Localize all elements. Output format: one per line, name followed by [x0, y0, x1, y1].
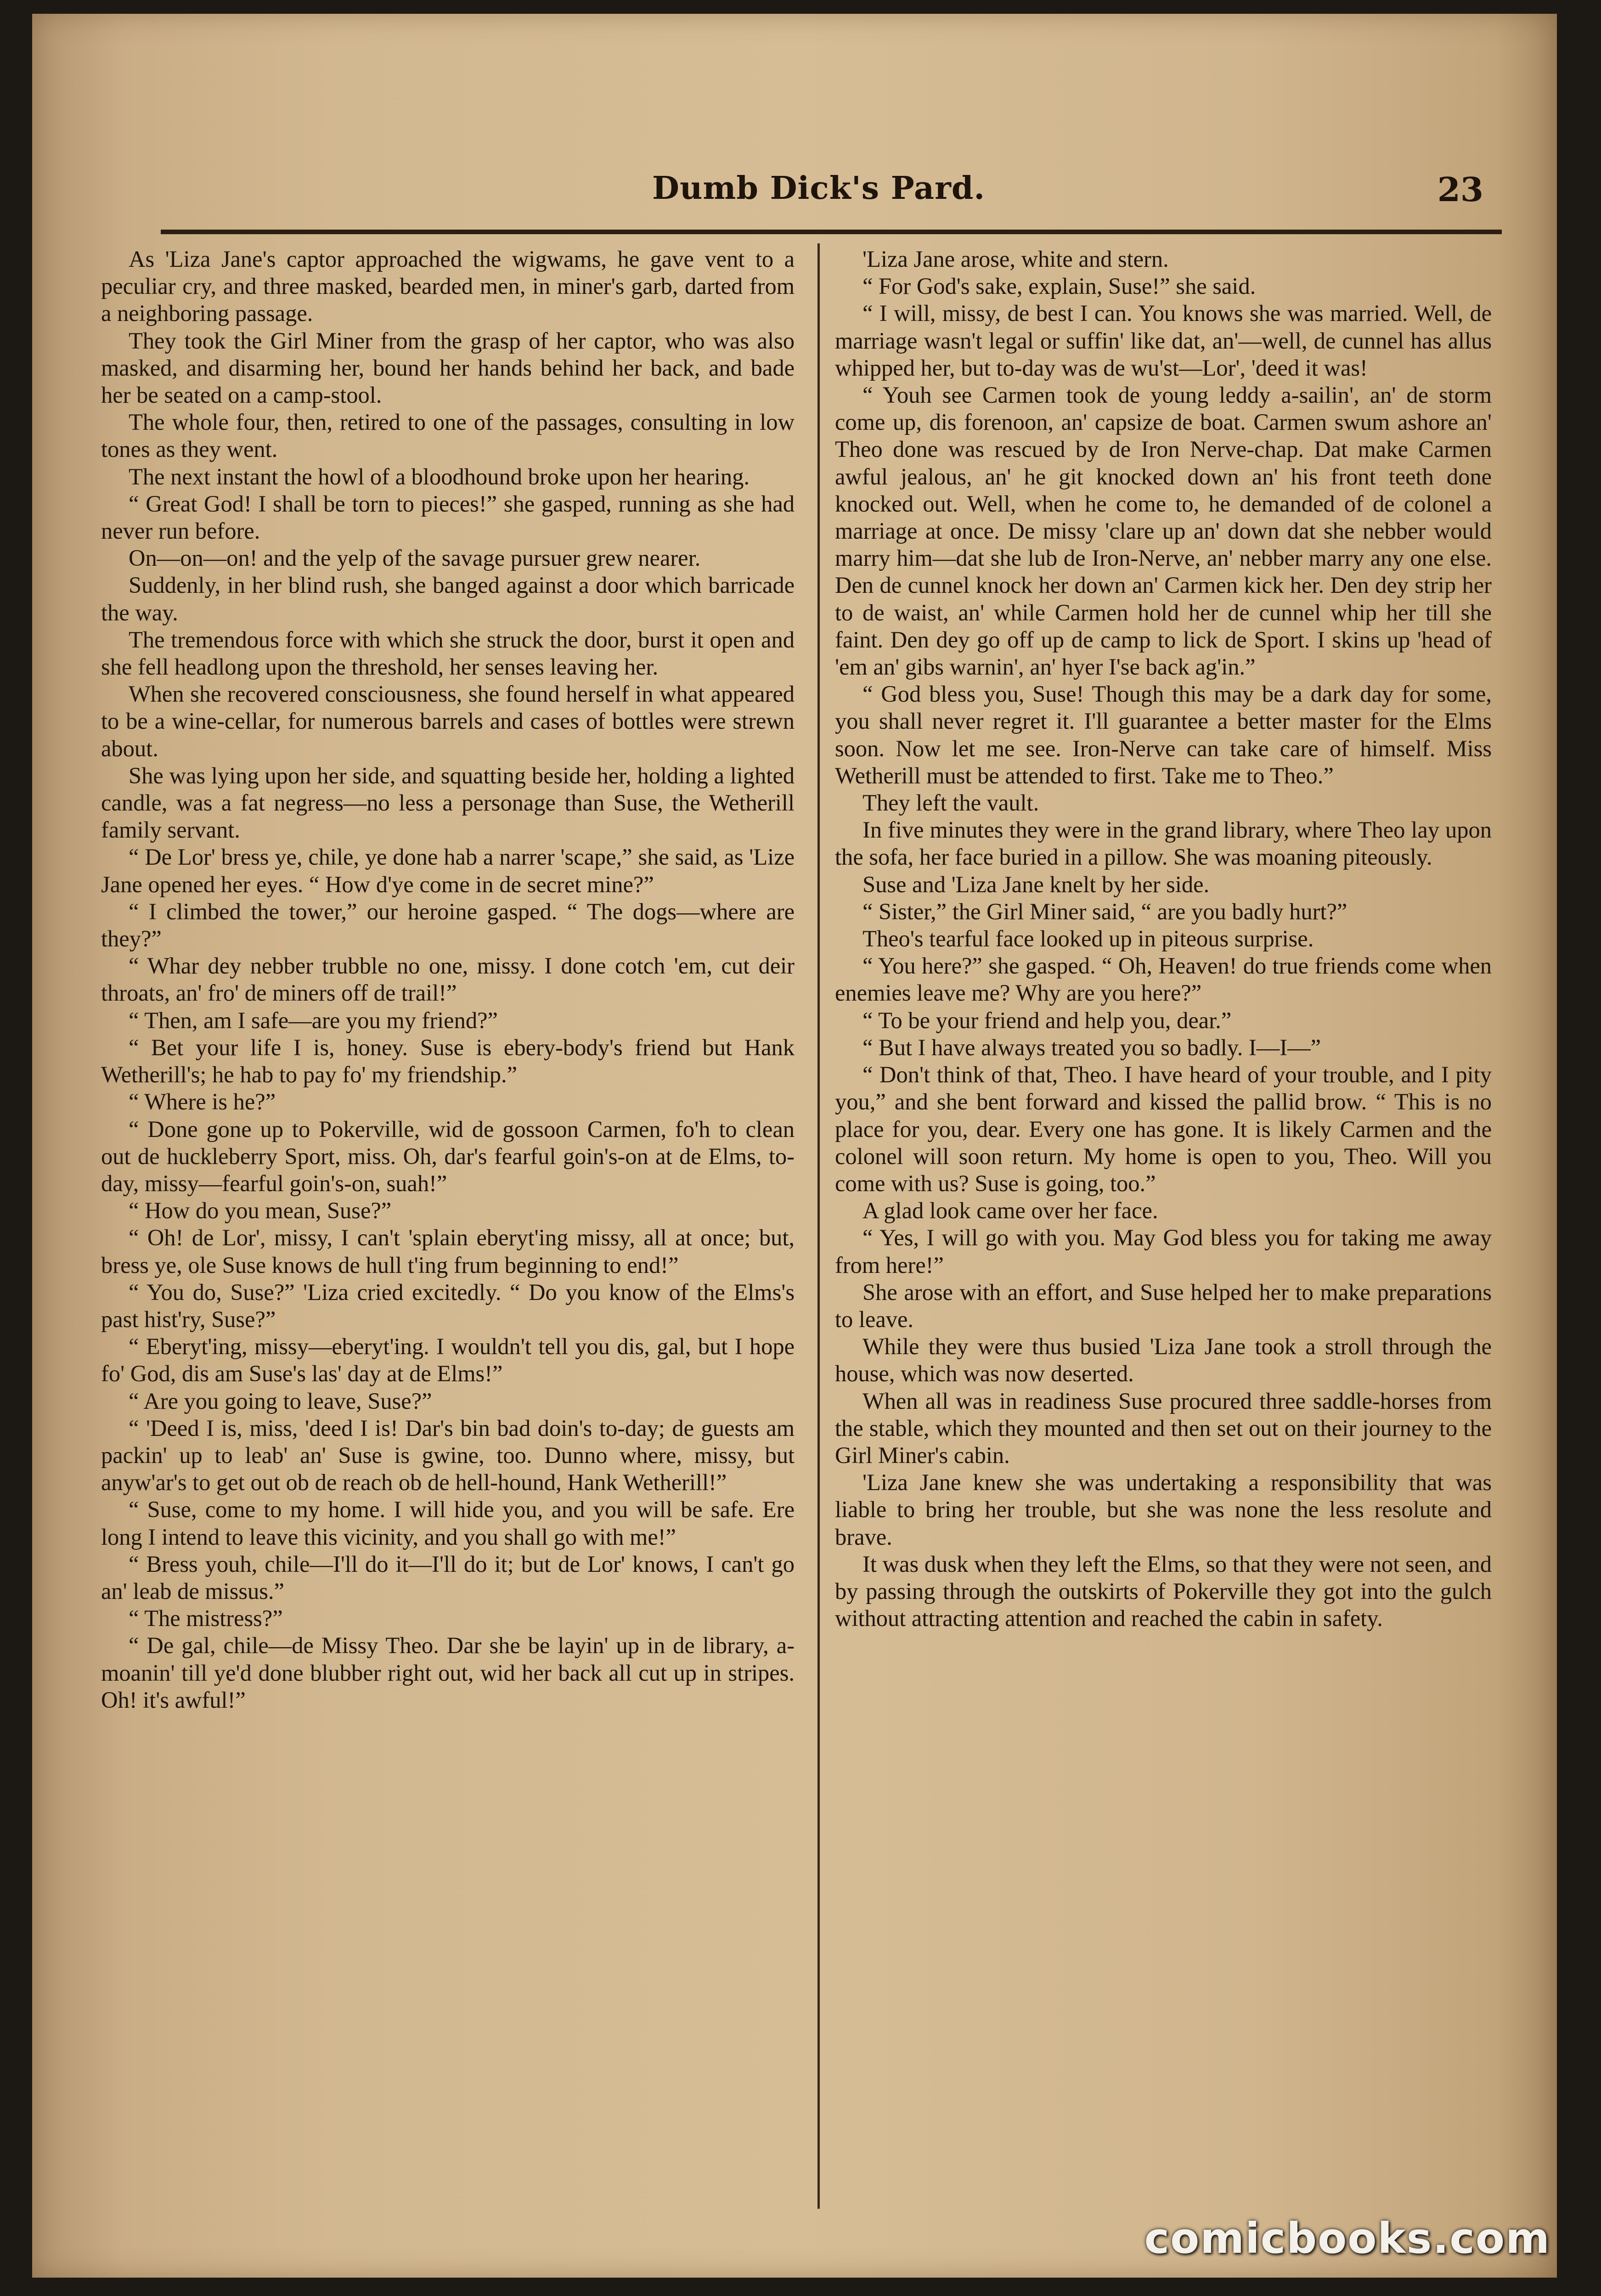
paragraph: “ You here?” she gasped. “ Oh, Heaven! do true friends come when enemies leave me? Why are you here?”: [835, 953, 1492, 1006]
paragraph: “ Yes, I will go with you. May God bless you for taking me away from here!”: [835, 1225, 1492, 1278]
left-column: [101, 246, 795, 1714]
paragraph: “ Bet your life I is, honey. Suse is ebery-body's friend but Hank Wetherill's; he hab to pay fo' my friendship.”: [101, 1034, 795, 1088]
paragraph: The whole four, then, retired to one of the passages, consulting in low tones as they went.: [101, 409, 795, 462]
running-title: Dumb Dick's Pard.: [652, 170, 986, 207]
paragraph: “ Then, am I safe—are you my friend?”: [129, 1007, 498, 1033]
paragraph: “ 'Deed I is, miss, 'deed I is! Dar's bin bad doin's to-day; de guests am packin' up to leab' an' Suse is gwine, too. Dunno where, missy, but anyw'ar's to get out ob de reach ob de hell-hound, Hank Wetherill!”: [101, 1415, 795, 1496]
paragraph: “ I climbed the tower,” our heroine gasped. “ The dogs—where are they?”: [101, 898, 795, 952]
paragraph: “ Suse, come to my home. I will hide you, and you will be safe. Ere long I intend to leave this vicinity, and you shall go with me!”: [101, 1497, 795, 1550]
paragraph: “ Great God! I shall be torn to pieces!” she gasped, running as she had never run before.: [101, 490, 795, 544]
header-rule: [161, 230, 1502, 234]
paragraph: “ How do you mean, Suse?”: [129, 1198, 392, 1224]
paragraph: “ Don't think of that, Theo. I have heard of your trouble, and I pity you,” and she bent forward and kissed the pallid brow. “ This is no place for you, dear. Every one has gone. It is likely Carmen and the colonel will soon return. My home is open to you, Theo. Will you come with us? Suse is going, too.”: [835, 1062, 1492, 1196]
paragraph: “ De gal, chile—de Missy Theo. Dar she be layin' up in de library, a-moanin' till ye'd done blubber right out, wid her back all cut up in stripes. Oh! it's awful!”: [101, 1632, 795, 1713]
paragraph: While they were thus busied 'Liza Jane took a stroll through the house, which was now deserted.: [835, 1334, 1492, 1387]
paragraph: It was dusk when they left the Elms, so that they were not seen, and by passing through the outskirts of Pokerville they got into the gulch without attracting attention and reached the cabin in safety.: [835, 1551, 1492, 1632]
paragraph: “ You do, Suse?” 'Liza cried excitedly. “ Do you know of the Elms's past hist'ry, Suse?”: [101, 1279, 795, 1332]
paragraph: The next instant the howl of a bloodhound broke upon her hearing.: [129, 463, 750, 490]
paragraph: A glad look came over her face.: [863, 1198, 1158, 1224]
paragraph: “ To be your friend and help you, dear.”: [863, 1007, 1232, 1033]
paragraph: They left the vault.: [863, 790, 1039, 816]
paragraph: “ The mistress?”: [129, 1605, 283, 1632]
paragraph: “ De Lor' bress ye, chile, ye done hab a narrer 'scape,” she said, as 'Lize Jane opened her eyes. “ How d'ye come in de secret mine?”: [101, 844, 795, 897]
paragraph: They took the Girl Miner from the grasp of her captor, who was also masked, and disarming her, bound her hands behind her back, and bade her be seated on a camp-stool.: [101, 327, 795, 408]
paragraph: “ Whar dey nebber trubble no one, missy. I done cotch 'em, cut deir throats, an' fro' de miners off de trail!”: [101, 953, 795, 1006]
paragraph: “ Are you going to leave, Suse?”: [129, 1388, 432, 1414]
paragraph: The tremendous force with which she struck the door, burst it open and she fell headlong upon the threshold, her senses leaving her.: [101, 626, 795, 680]
paragraph: When all was in readiness Suse procured three saddle-horses from the stable, which they mounted and then set out on their journey to the Girl Miner's cabin.: [835, 1388, 1492, 1468]
column-divider: [817, 243, 820, 2209]
paragraph: “ Where is he?”: [129, 1089, 276, 1115]
right-column: [835, 246, 1492, 1632]
paragraph: “ Bress youh, chile—I'll do it—I'll do it; but de Lor' knows, I can't go an' leab de missus.”: [101, 1551, 795, 1604]
paragraph: 'Liza Jane knew she was undertaking a responsibility that was liable to bring her trouble, but she was none the less resolute and brave.: [835, 1469, 1492, 1550]
paragraph: In five minutes they were in the grand library, where Theo lay upon the sofa, her face buried in a pillow. She was moaning piteously.: [835, 817, 1492, 870]
paragraph: On—on—on! and the yelp of the savage pursuer grew nearer.: [129, 545, 701, 571]
watermark: comicbooks.com: [1144, 2214, 1550, 2263]
paragraph: “ Sister,” the Girl Miner said, “ are you badly hurt?”: [863, 898, 1347, 924]
page-number: 23: [1437, 170, 1483, 209]
paragraph: As 'Liza Jane's captor approached the wigwams, he gave vent to a peculiar cry, and three masked, bearded men, in miner's garb, darted from a neighboring passage.: [101, 246, 795, 326]
paragraph: Theo's tearful face looked up in piteous surprise.: [863, 926, 1314, 952]
paragraph: Suddenly, in her blind rush, she banged against a door which barricade the way.: [101, 572, 795, 625]
paragraph: Suse and 'Liza Jane knelt by her side.: [863, 871, 1210, 897]
page-header: [87, 156, 1502, 225]
paragraph: “ For God's sake, explain, Suse!” she said.: [863, 273, 1256, 299]
paragraph: She arose with an effort, and Suse helped her to make preparations to leave.: [835, 1279, 1492, 1332]
paragraph: 'Liza Jane arose, white and stern.: [863, 246, 1169, 272]
paragraph: “ God bless you, Suse! Though this may be a dark day for some, you shall never regret it. I'll guarantee a better master for the Elms soon. Now let me see. Iron-Nerve can take care of himself. Miss Wetherill must be attended to first. Take me to Theo.”: [835, 681, 1492, 788]
paragraph: “ Done gone up to Pokerville, wid de gossoon Carmen, fo'h to clean out de huckleberry Sport, miss. Oh, dar's fearful goin's-on at de Elms, to-day, missy—fearful goin's-on, suah!”: [101, 1116, 795, 1196]
paragraph: “ Oh! de Lor', missy, I can't 'splain eberyt'ing missy, all at once; but, bress ye, ole Suse knows de hull t'ing frum beginning to end!”: [101, 1225, 795, 1278]
paragraph: “ But I have always treated you so badly. I—I—”: [863, 1034, 1321, 1060]
paragraph: “ Eberyt'ing, missy—eberyt'ing. I wouldn't tell you dis, gal, but I hope fo' God, dis am Suse's las' day at de Elms!”: [101, 1334, 795, 1387]
book-page: [32, 14, 1557, 2278]
paragraph: “ Youh see Carmen took de young leddy a-sailin', an' de storm come up, dis forenoon, an' capsize de boat. Carmen swum ashore an' Theo done was rescued by de Iron Nerve-chap. Dat make Carmen awful jealous, an' he git knocked down an' his front teeth done knocked out. Well, when he come to, he demanded of de colonel a marriage at once. De missy 'clare up an' down dat she nebber would marry him—dat she lub de Iron-Nerve, an' nebber marry any one else. Den de cunnel knock her down an' Carmen kick her. Den dey strip her to de waist, an' while Carmen hold her de cunnel whip her till she faint. Den dey go off up de camp to lick de Sport. I skins up 'head of 'em an' gibs warnin', an' hyer I'se back ag'in.”: [835, 382, 1492, 680]
paragraph: “ I will, missy, de best I can. You knows she was married. Well, de marriage wasn't legal or suffin' like dat, an'—well, de cunnel has allus whipped her, but to-day was de wu'st—Lor', 'deed it was!: [835, 300, 1492, 381]
paragraph: When she recovered consciousness, she found herself in what appeared to be a wine-cellar, for numerous barrels and cases of bottles were strewn about.: [101, 681, 795, 761]
paragraph: She was lying upon her side, and squatting beside her, holding a lighted candle, was a fat negress—no less a personage than Suse, the Wetherill family servant.: [101, 762, 795, 843]
